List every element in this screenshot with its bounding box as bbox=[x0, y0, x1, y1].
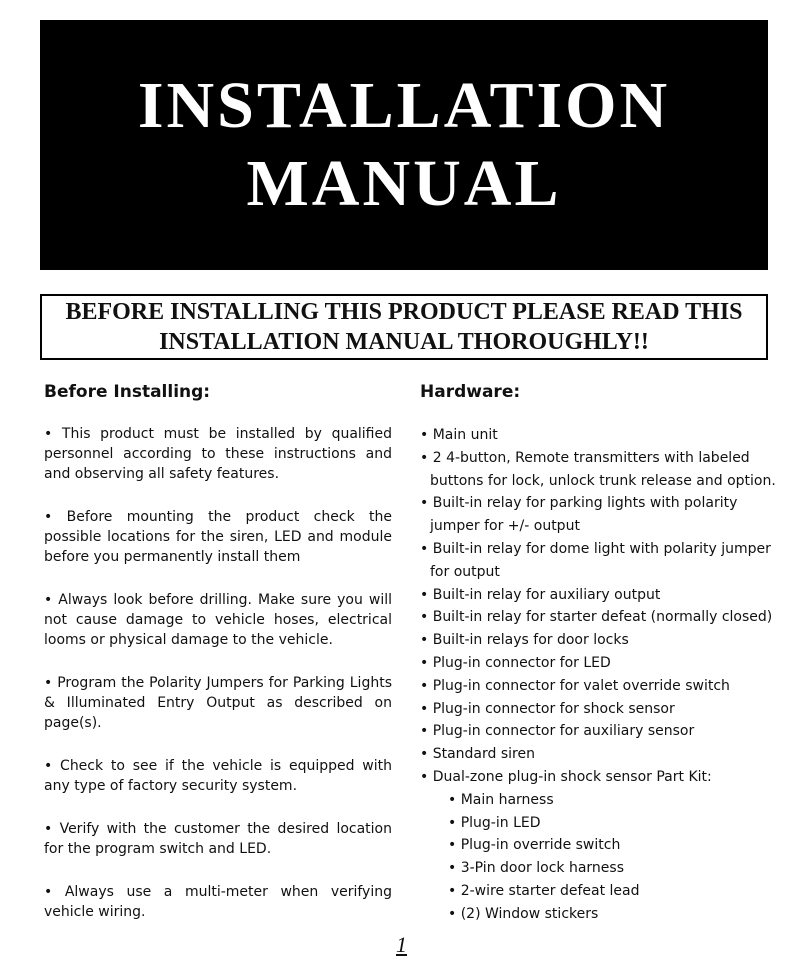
notice-line-2: INSTALLATION MANUAL THOROUGHLY!! bbox=[159, 329, 649, 355]
before-installing-item: • Always look before drilling. Make sure you will not cause damage to vehicle hoses, electrical looms or physical damage to the vehicle. bbox=[44, 592, 392, 648]
hardware-item: • Plug-in connector for shock sensor bbox=[420, 700, 675, 717]
hardware-list bbox=[420, 424, 780, 926]
notice-line-1: BEFORE INSTALLING THIS PRODUCT PLEASE READ THIS bbox=[65, 299, 743, 325]
read-notice-box bbox=[40, 294, 768, 360]
before-installing-item: • Always use a multi-meter when verifying vehicle wiring. bbox=[44, 884, 392, 920]
part-kit-item: • (2) Window stickers bbox=[448, 905, 599, 922]
hardware-heading: Hardware: bbox=[420, 382, 521, 402]
page-number: 1 bbox=[396, 932, 407, 957]
hardware-item: • Built-in relay for auxiliary output bbox=[420, 586, 661, 603]
before-installing-item: • Verify with the customer the desired location for the program switch and LED. bbox=[44, 821, 392, 857]
hardware-item: • Main unit bbox=[420, 427, 498, 443]
hardware-item: • Plug-in connector for auxiliary sensor bbox=[420, 723, 695, 740]
hardware-item: • 2 4-button, Remote transmitters with labeled buttons for lock, unlock trunk release and option. bbox=[420, 449, 776, 489]
before-installing-item: • This product must be installed by qualified personnel according to these instructions and and observing all safety features. bbox=[44, 426, 392, 482]
hardware-item: • Plug-in connector for LED bbox=[420, 654, 611, 671]
part-kit-item: • Main harness bbox=[448, 791, 554, 808]
before-installing-section bbox=[44, 382, 392, 945]
before-installing-heading: Before Installing: bbox=[44, 382, 211, 402]
part-kit-item: • Plug-in LED bbox=[448, 814, 541, 831]
hardware-item: • Built-in relays for door locks bbox=[420, 632, 629, 649]
hardware-item: • Plug-in connector for valet override switch bbox=[420, 677, 730, 694]
hardware-item: • Built-in relay for parking lights with polarity jumper for +/- output bbox=[420, 495, 738, 535]
hardware-section bbox=[420, 382, 780, 926]
title-banner bbox=[40, 20, 768, 270]
before-installing-item: • Check to see if the vehicle is equipped with any type of factory security system. bbox=[44, 758, 392, 794]
title-line-2: MANUAL bbox=[246, 147, 562, 220]
part-kit-item: • Plug-in override switch bbox=[448, 837, 621, 854]
hardware-item: • Built-in relay for dome light with polarity jumper for output bbox=[420, 540, 771, 580]
before-installing-item: • Before mounting the product check the possible locations for the siren, LED and module before you permanently install them bbox=[44, 509, 392, 565]
hardware-item: • Dual-zone plug-in shock sensor Part Kit: bbox=[420, 768, 712, 785]
title-line-1: INSTALLATION bbox=[137, 69, 671, 142]
before-installing-item: • Program the Polarity Jumpers for Parking Lights & Illuminated Entry Output as described on page(s). bbox=[44, 675, 392, 731]
hardware-item: • Standard siren bbox=[420, 746, 535, 763]
part-kit-item: • 3-Pin door lock harness bbox=[448, 860, 624, 877]
part-kit-item: • 2-wire starter defeat lead bbox=[448, 882, 640, 899]
hardware-item: • Built-in relay for starter defeat (normally closed) bbox=[420, 609, 773, 626]
